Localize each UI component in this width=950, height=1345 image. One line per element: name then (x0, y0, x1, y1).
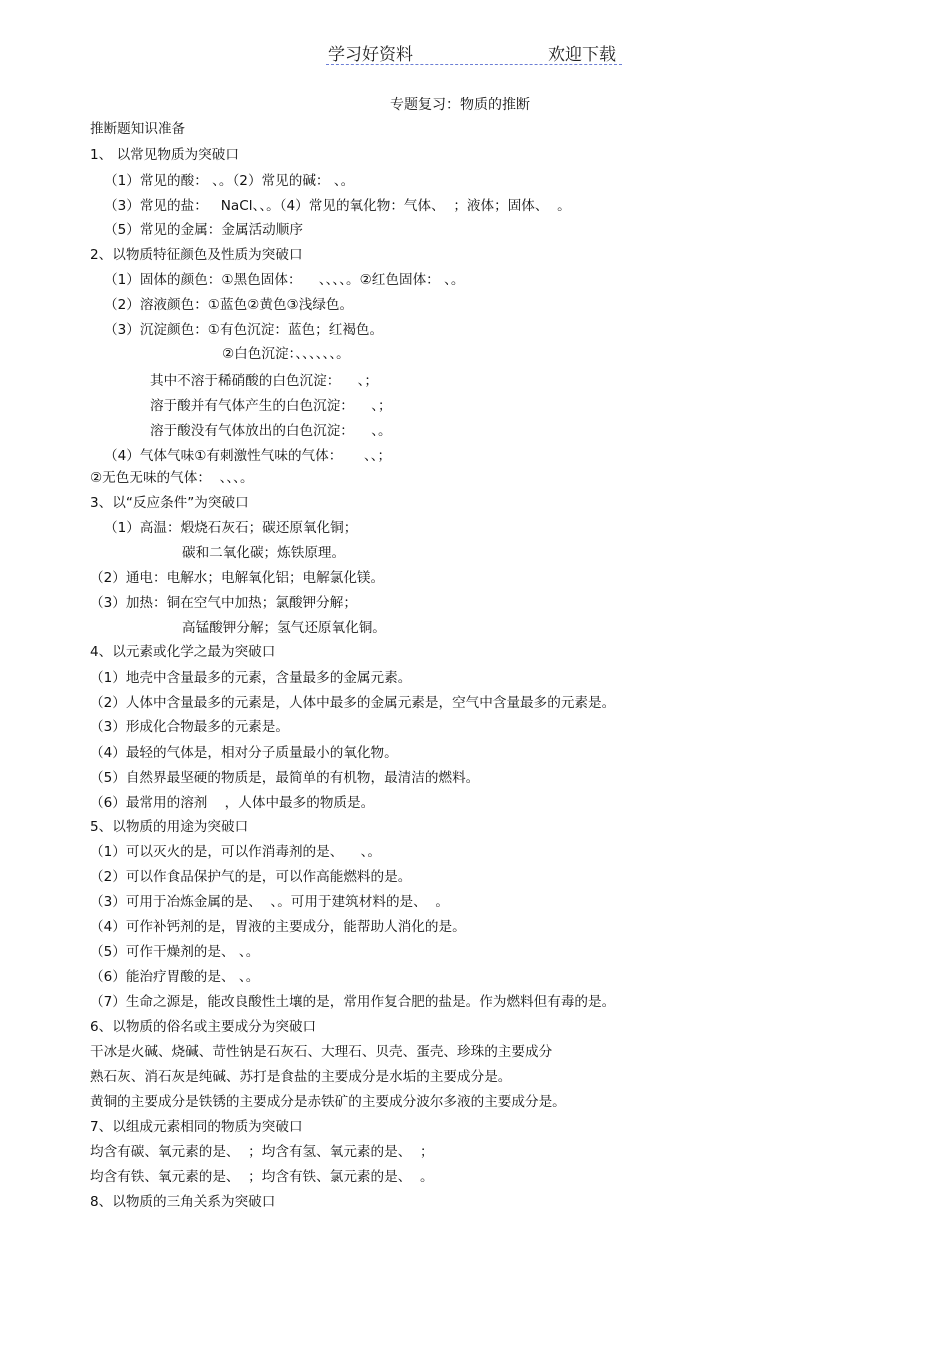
body-line: （3）可用于冶炼金属的是、 、。可用于建筑材料的是、 。 (90, 894, 449, 910)
body-line: （6）能治疗胃酸的是、 、。 (90, 969, 260, 985)
body-line: （2）通电：电解水；电解氧化铝；电解氯化镁。 (90, 570, 385, 586)
body-line: （2）可以作食品保护气的是，可以作高能燃料的是。 (90, 869, 412, 885)
body-line: （3）沉淀颜色：①有色沉淀：蓝色；红褐色。 (104, 322, 384, 338)
section-heading: 6、以物质的俗名或主要成分为突破口 (90, 1019, 317, 1035)
header-left-text: 学习好资料 (328, 45, 413, 65)
header-dashed-rule (326, 64, 622, 65)
body-line: （4）可作补钙剂的是，胃液的主要成分，能帮助人消化的是。 (90, 919, 466, 935)
body-line: （1）常见的酸： 、。（2）常见的碱： 、。 (104, 173, 355, 189)
section-heading: 5、以物质的用途为突破口 (90, 819, 249, 835)
section-heading: 4、以元素或化学之最为突破口 (90, 644, 276, 660)
body-line: （5）自然界最坚硬的物质是，最简单的有机物，最清洁的燃料。 (90, 770, 480, 786)
body-line: （1）固体的颜色：①黑色固体： 、、、、。②红色固体： 、。 (104, 272, 465, 288)
body-line: 均含有碳、氧元素的是、 ；均含有氢、氧元素的是、 ； (90, 1144, 434, 1160)
body-line: （1）可以灭火的是，可以作消毒剂的是、 、。 (90, 844, 382, 860)
body-line: ②无色无味的气体： 、、、。 (90, 470, 254, 486)
section-heading: 1、 以常见物质为突破口 (90, 147, 239, 163)
body-line: 其中不溶于稀硝酸的白色沉淀： 、； (150, 373, 378, 389)
body-line: （1）高温：煅烧石灰石；碳还原氧化铜； (104, 520, 358, 536)
section-heading: 推断题知识准备 (90, 121, 186, 137)
section-heading: 3、以“反应条件”为突破口 (90, 495, 249, 511)
section-heading: 8、以物质的三角关系为突破口 (90, 1194, 276, 1210)
body-line: （7）生命之源是，能改良酸性土壤的是，常用作复合肥的盐是。作为燃料但有毒的是。 (90, 994, 616, 1010)
body-line: 碳和二氧化碳；炼铁原理。 (182, 545, 346, 561)
body-line: 干冰是火碱、烧碱、苛性钠是石灰石、大理石、贝壳、蛋壳、珍珠的主要成分 (90, 1044, 553, 1060)
body-line: ②白色沉淀：、、、、、、。 (222, 346, 350, 362)
body-line: 高锰酸钾分解；氢气还原氧化铜。 (182, 620, 386, 636)
body-line: （2）溶液颜色：①蓝色②黄色③浅绿色。 (104, 297, 354, 313)
body-line: （4）最轻的气体是，相对分子质量最小的氧化物。 (90, 745, 398, 761)
body-line: （4）气体气味①有刺激性气味的气体： 、、； (104, 448, 392, 464)
body-line: （5）可作干燥剂的是、 、。 (90, 944, 260, 960)
body-line: 熟石灰、消石灰是纯碱、苏打是食盐的主要成分是水垢的主要成分是。 (90, 1069, 512, 1085)
body-line: （3）形成化合物最多的元素是。 (90, 719, 289, 735)
document-title: 专题复习：物质的推断 (390, 97, 530, 113)
body-line: （2）人体中含量最多的元素是，人体中最多的金属元素是，空气中含量最多的元素是。 (90, 695, 616, 711)
body-line: 均含有铁、氧元素的是、 ；均含有铁、氯元素的是、 。 (90, 1169, 434, 1185)
section-heading: 7、以组成元素相同的物质为突破口 (90, 1119, 303, 1135)
body-line: （6）最常用的溶剂 ，人体中最多的物质是。 (90, 795, 375, 811)
body-line: （3）常见的盐： NaCl、、。（4）常见的氧化物：气体、 ；液体；固体、 。 (104, 198, 571, 214)
section-heading: 2、以物质特征颜色及性质为突破口 (90, 247, 303, 263)
header-right-text: 欢迎下载 (548, 45, 616, 65)
body-line: 溶于酸没有气体放出的白色沉淀： 、。 (150, 423, 392, 439)
body-line: 黄铜的主要成分是铁锈的主要成分是赤铁矿的主要成分波尔多液的主要成分是。 (90, 1094, 566, 1110)
body-line: （3）加热：铜在空气中加热；氯酸钾分解； (90, 595, 357, 611)
body-line: （1）地壳中含量最多的元素，含量最多的金属元素。 (90, 670, 412, 686)
body-line: 溶于酸并有气体产生的白色沉淀： 、； (150, 398, 392, 414)
body-line: （5）常见的金属：金属活动顺序 (104, 222, 303, 238)
